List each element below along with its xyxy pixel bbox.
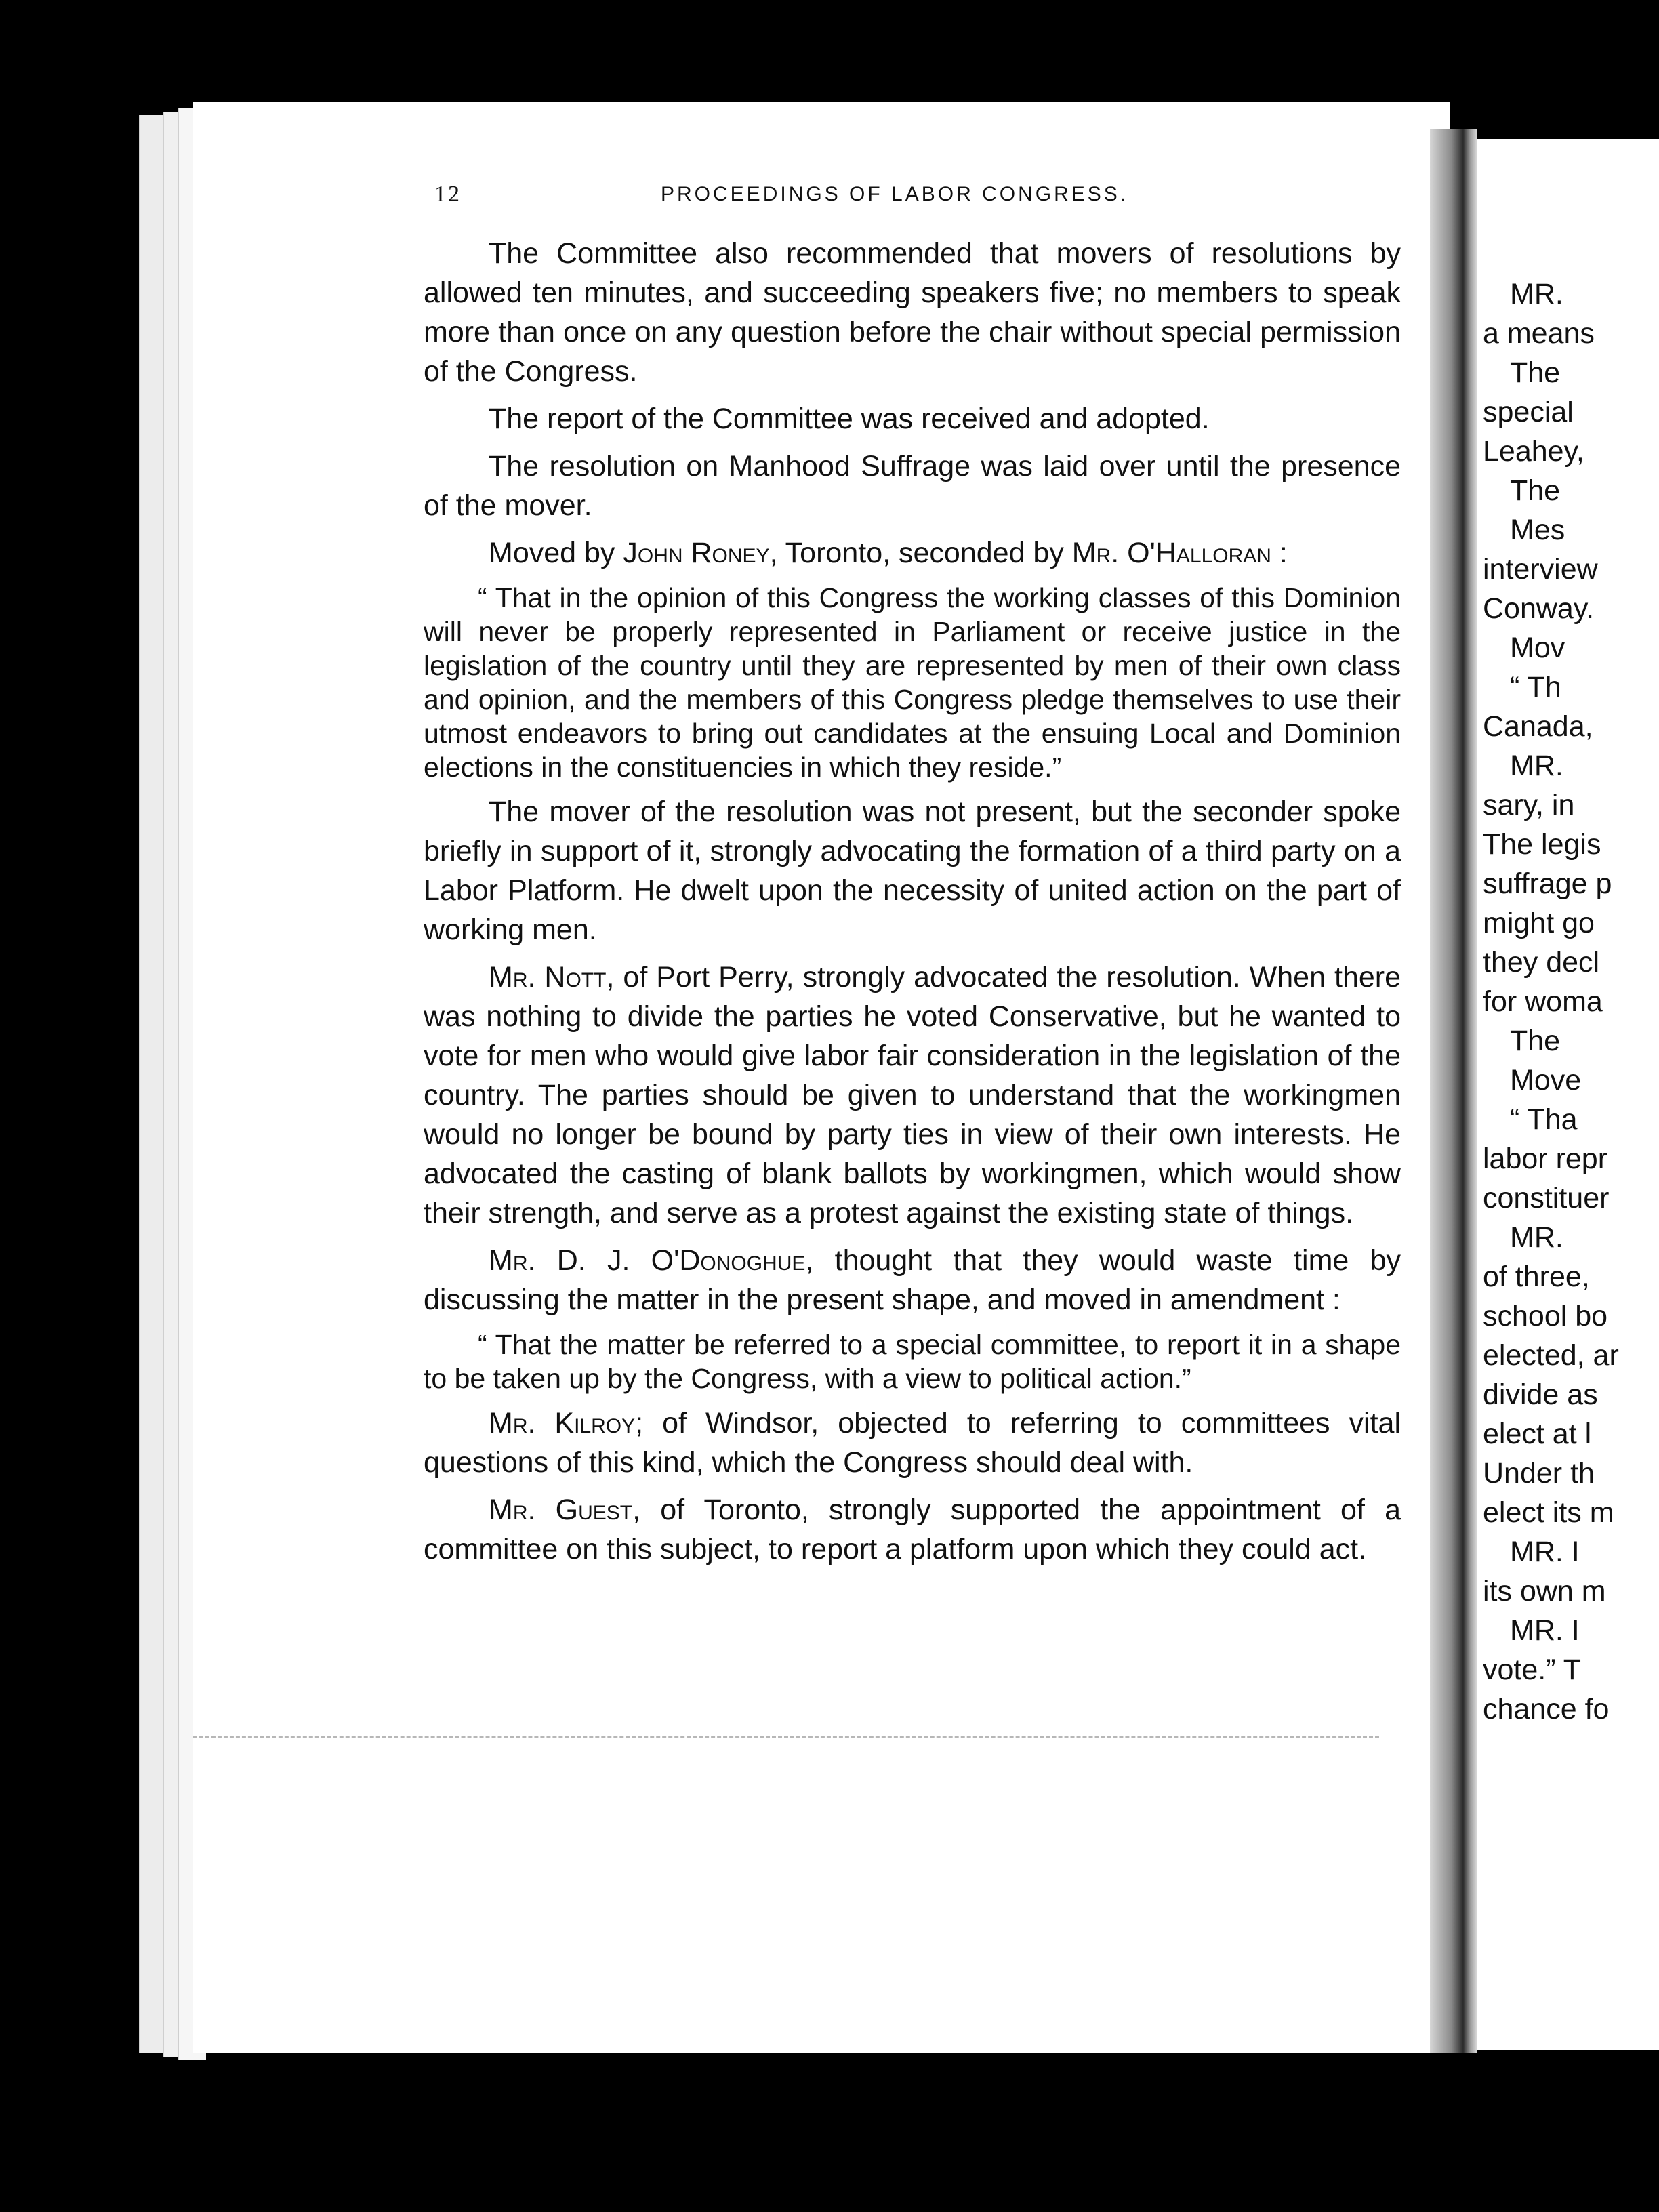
right-page-line: its own m bbox=[1483, 1575, 1606, 1607]
right-page-line: The bbox=[1510, 1025, 1561, 1057]
right-page-line: The bbox=[1510, 356, 1561, 389]
speaker-name: Mr. O'Halloran bbox=[1071, 537, 1271, 569]
right-page-line: Mes bbox=[1510, 514, 1565, 546]
speaker-name: Mr. Nott bbox=[489, 961, 607, 994]
paragraph: Mr. D. J. O'Donoghue, thought that they would waste time by discussing the matter in the present shape, and moved in amendment : bbox=[424, 1244, 1401, 1316]
right-page-line: labor repr bbox=[1483, 1143, 1608, 1175]
right-page-line: chance fo bbox=[1483, 1693, 1610, 1725]
right-page-line: divide as bbox=[1483, 1378, 1598, 1411]
right-page-line: Move bbox=[1510, 1064, 1582, 1097]
resolution-quote: “ That in the opinion of this Congress the working classes of this Dominion will never be properly represented in Parliament or receive justice in the legislation of the country until they are represented by men of their own class and opinion, and the members of this Congress pledge themselves to use their utmost endeavors to bring out candidates at the ensuing Local and Dominion elections in the constituencies in which they reside.” bbox=[424, 582, 1401, 783]
running-head bbox=[193, 182, 1450, 222]
motion-line: Moved by John Roney, Toronto, seconded by Mr. O'Halloran : bbox=[489, 537, 1288, 569]
right-page bbox=[1477, 139, 1659, 2050]
right-page-line: MR. bbox=[1510, 750, 1563, 782]
speaker-name: Mr. Kilroy bbox=[489, 1407, 636, 1439]
page-number: 12 bbox=[434, 182, 462, 207]
right-page-line: special bbox=[1483, 396, 1574, 428]
paragraph: The Committee also recommended that movers of resolutions by allowed ten minutes, and succeeding speakers five; no members to speak more than once on any question before the chair without special permission of the Congress. bbox=[424, 237, 1401, 388]
right-page-line: MR. I bbox=[1510, 1536, 1580, 1568]
paragraph: Mr. Guest, of Toronto, strongly supported the appointment of a committee on this subject, to report a platform upon which they could act. bbox=[424, 1494, 1401, 1565]
right-page-line: of three, bbox=[1483, 1261, 1590, 1293]
speaker-name: Mr. D. J. O'Donoghue bbox=[489, 1244, 806, 1277]
right-page-line: school bo bbox=[1483, 1300, 1608, 1332]
paragraph: The resolution on Manhood Suffrage was laid over until the presence of the mover. bbox=[424, 450, 1401, 522]
right-page-line: Leahey, bbox=[1483, 435, 1584, 468]
right-page-line: interview bbox=[1483, 553, 1598, 586]
right-page-line: sary, in bbox=[1483, 789, 1575, 821]
right-page-text bbox=[1483, 274, 1659, 1729]
paragraph: Mr. Nott, of Port Perry, strongly advocated the resolution. When there was nothing to divide the parties he voted Conservative, but he wanted to vote for men who would give labor fair consideration in the legislation of the country. The parties should be given to understand that the workingmen would no longer be bound by party ties in view of their own interests. He advocated the casting of blank ballots by workingmen, which would show their strength, and serve as a protest against the existing state of things. bbox=[424, 961, 1401, 1229]
right-page-line: Mov bbox=[1510, 632, 1565, 664]
right-page-line: they decl bbox=[1483, 946, 1600, 979]
right-page-line: The bbox=[1510, 474, 1561, 507]
left-page bbox=[193, 102, 1450, 2053]
right-page-line: Conway. bbox=[1483, 592, 1595, 625]
right-page-line: elect at l bbox=[1483, 1418, 1592, 1450]
right-page-line: a means bbox=[1483, 317, 1595, 350]
speaker-name: John Roney bbox=[623, 537, 770, 569]
right-page-line: MR. I bbox=[1510, 1614, 1580, 1647]
speaker-name: Mr. Guest bbox=[489, 1494, 633, 1526]
right-page-line: The legis bbox=[1483, 828, 1601, 861]
body-text bbox=[424, 234, 1401, 1577]
right-page-line: might go bbox=[1483, 907, 1595, 939]
right-page-line: MR. bbox=[1510, 1221, 1563, 1254]
running-head-title: PROCEEDINGS OF LABOR CONGRESS. bbox=[661, 183, 1129, 205]
right-page-line: “ Tha bbox=[1510, 1103, 1578, 1136]
right-page-line: “ Th bbox=[1510, 671, 1561, 703]
amendment-quote: “ That the matter be referred to a special committee, to report it in a shape to be taken up by the Congress, with a view to political action.” bbox=[424, 1329, 1401, 1394]
paragraph: The report of the Committee was received and adopted. bbox=[489, 403, 1210, 435]
right-page-line: vote.” T bbox=[1483, 1654, 1581, 1686]
right-page-line: elect its m bbox=[1483, 1496, 1614, 1529]
right-page-line: elected, ar bbox=[1483, 1339, 1619, 1372]
right-page-line: Under th bbox=[1483, 1457, 1595, 1490]
right-page-line: constituer bbox=[1483, 1182, 1610, 1214]
book-gutter bbox=[1430, 129, 1477, 2053]
right-page-line: suffrage p bbox=[1483, 867, 1612, 900]
page-bottom-rule bbox=[193, 1736, 1379, 1738]
paragraph: Mr. Kilroy; of Windsor, objected to referring to committees vital questions of this kind, which the Congress should deal with. bbox=[424, 1407, 1401, 1479]
right-page-line: for woma bbox=[1483, 985, 1603, 1018]
paragraph: The mover of the resolution was not present, but the seconder spoke briefly in support of it, strongly advocating the formation of a third party on a Labor Platform. He dwelt upon the necessity of united action on the part of working men. bbox=[424, 796, 1401, 946]
right-page-line: MR. bbox=[1510, 278, 1563, 310]
right-page-line: Canada, bbox=[1483, 710, 1593, 743]
